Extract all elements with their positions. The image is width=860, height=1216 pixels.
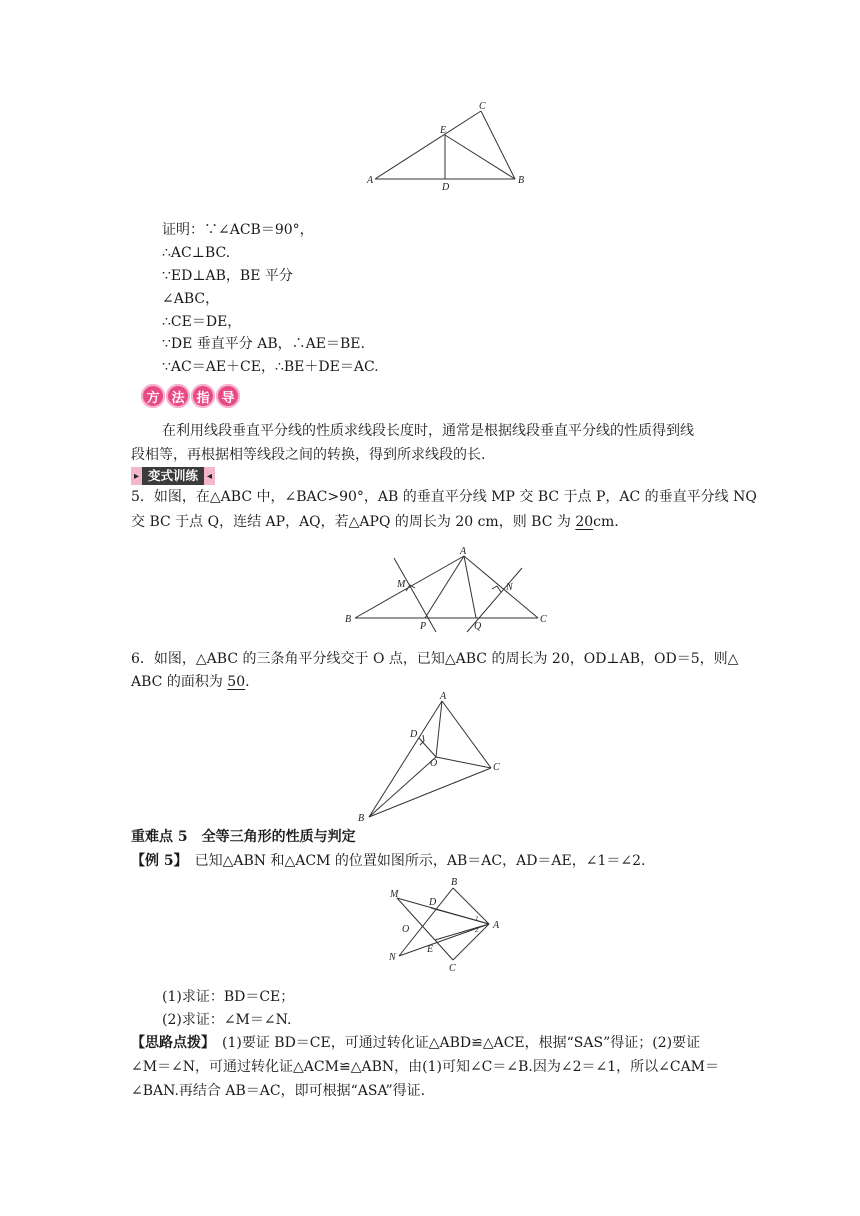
fig6-label-a: A bbox=[440, 691, 447, 702]
fig7-label-d: D bbox=[429, 897, 437, 908]
q5-line-2 bbox=[131, 512, 619, 532]
q6-line-2-post: . bbox=[245, 674, 250, 690]
hint-line-2: ∠M＝∠N，可通过转化证△ACM≌△ABN，由(1)可知∠C＝∠B.因为∠2＝∠1，所以∠CAM＝ bbox=[131, 1059, 720, 1075]
q5-line-1: 5．如图，在△ABC 中，∠BAC>90°，AB 的垂直平分线 MP 交 BC 于点 P，AC 的垂直平分线 NQ bbox=[131, 489, 757, 505]
example-5-label: 【例 5】 bbox=[131, 853, 181, 869]
hint-label: 【思路点拨】 bbox=[131, 1035, 208, 1051]
method-text-2: 段相等，再根据相等线段之间的转换，得到所求线段的长. bbox=[131, 447, 486, 463]
fig7-label-o: O bbox=[402, 924, 410, 935]
variant-right-arrow: ◂ bbox=[207, 470, 213, 482]
fig7-label-e: E bbox=[427, 944, 434, 955]
q5-line-2-post: cm. bbox=[593, 514, 619, 530]
figure-triangle-abc-1 bbox=[365, 101, 535, 195]
variant-left-arrow: ▸ bbox=[134, 470, 140, 482]
proof-line-2: ∴AC⊥BC. bbox=[162, 245, 231, 261]
proof-line-3: ∵ED⊥AB，BE 平分 bbox=[162, 268, 293, 284]
q5-answer: 20 bbox=[575, 514, 594, 530]
q5-line-2-pre: 交 BC 于点 Q，连结 AP，AQ，若△APQ 的周长为 20 cm，则 BC 为 bbox=[131, 514, 576, 530]
figure-example-5 bbox=[385, 874, 515, 974]
fig6-label-o: O bbox=[430, 758, 438, 769]
fig1-label-c: C bbox=[479, 101, 486, 112]
method-text-1: 在利用线段垂直平分线的性质求线段长度时，通常是根据线段垂直平分线的性质得到线 bbox=[162, 423, 694, 439]
method-badge-char-3: 指 bbox=[191, 384, 215, 408]
proof-line-4: ∠ABC， bbox=[162, 291, 220, 307]
hint-line-1 bbox=[131, 1033, 700, 1053]
figure-q6 bbox=[354, 691, 514, 824]
example-5-line bbox=[131, 851, 645, 871]
figure-q5 bbox=[340, 546, 550, 636]
fig5-label-q: Q bbox=[474, 621, 482, 632]
proof-line-1: 证明：∵∠ACB＝90°， bbox=[162, 222, 314, 238]
fig5-label-c: C bbox=[540, 614, 547, 625]
fig6-label-b: B bbox=[358, 813, 365, 824]
q6-line-1: 6．如图，△ABC 的三条角平分线交于 O 点，已知△ABC 的周长为 20，OD⊥AB，OD＝5，则△ bbox=[131, 651, 739, 667]
part-1: (1)求证：BD＝CE； bbox=[162, 989, 295, 1005]
fig7-label-a: A bbox=[493, 920, 500, 931]
fig7-label-b: B bbox=[451, 877, 458, 888]
fig6-label-d: D bbox=[410, 729, 418, 740]
method-guide-badge bbox=[141, 384, 240, 408]
proof-line-6: ∵DE 垂直平分 AB，∴AE＝BE. bbox=[162, 336, 365, 352]
method-badge-char-4: 导 bbox=[216, 384, 240, 408]
fig7-label-m: M bbox=[390, 889, 399, 900]
fig6-label-c: C bbox=[493, 762, 500, 773]
hint-line-3: ∠BAN.再结合 AB＝AC，即可根据“ASA”得证. bbox=[131, 1083, 426, 1099]
q6-line-2 bbox=[131, 672, 250, 692]
proof-line-7: ∵AC＝AE＋CE，∴BE＋DE＝AC. bbox=[162, 359, 379, 375]
variant-training-badge bbox=[131, 467, 215, 485]
fig7-label-n: N bbox=[389, 952, 396, 963]
fig5-label-b: B bbox=[345, 614, 352, 625]
variant-label: 变式训练 bbox=[142, 467, 204, 485]
q6-line-2-pre: ABC 的面积为 bbox=[131, 674, 228, 690]
fig7-label-c: C bbox=[449, 963, 456, 974]
fig7-label-2: 2 bbox=[475, 926, 479, 934]
method-badge-char-1: 方 bbox=[141, 384, 165, 408]
section-title: 重难点 5 全等三角形的性质与判定 bbox=[131, 829, 356, 845]
q6-answer: 50 bbox=[227, 674, 246, 690]
fig1-label-d: D bbox=[442, 182, 450, 193]
proof-line-5: ∴CE＝DE， bbox=[162, 314, 242, 330]
part-2: (2)求证：∠M＝∠N. bbox=[162, 1012, 292, 1028]
fig7-label-1: 1 bbox=[475, 915, 479, 923]
fig1-label-a: A bbox=[367, 175, 374, 186]
example-5-text: 已知△ABN 和△ACM 的位置如图所示，AB＝AC，AD＝AE，∠1＝∠2. bbox=[180, 853, 646, 869]
method-badge-char-2: 法 bbox=[166, 384, 190, 408]
hint-text-1: (1)要证 BD＝CE，可通过转化证△ABD≌△ACE，根据“SAS”得证；(2)要证 bbox=[208, 1035, 701, 1051]
fig1-label-e: E bbox=[440, 125, 447, 136]
fig5-label-p: P bbox=[420, 621, 427, 632]
fig5-label-a: A bbox=[460, 546, 467, 557]
fig5-label-m: M bbox=[397, 579, 406, 590]
fig5-label-n: N bbox=[506, 582, 513, 593]
fig1-label-b: B bbox=[518, 175, 525, 186]
